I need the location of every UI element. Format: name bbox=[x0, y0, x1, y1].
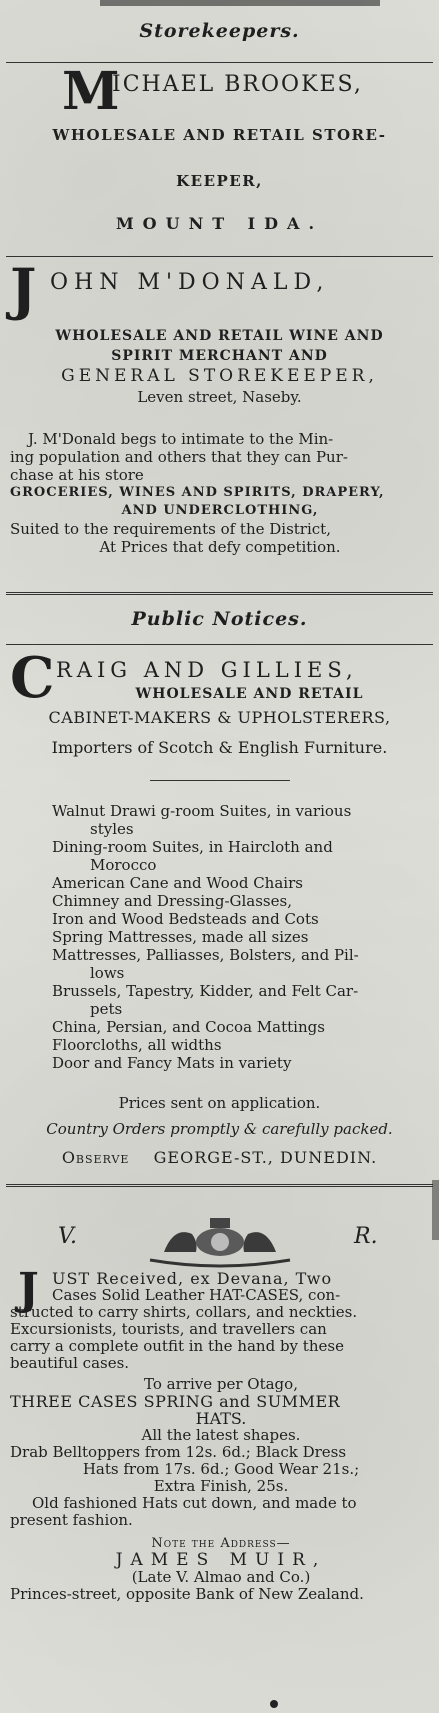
list-item: lows bbox=[90, 964, 125, 982]
list-item: China, Persian, and Cocoa Mattings bbox=[52, 1018, 325, 1036]
list-item: American Cane and Wood Chairs bbox=[52, 874, 303, 892]
notices-heading bbox=[0, 608, 439, 630]
para-line: present fashion. bbox=[10, 1511, 133, 1529]
list-item: Morocco bbox=[90, 856, 157, 874]
craig-items bbox=[52, 802, 412, 1072]
list-item: Door and Fancy Mats in variety bbox=[52, 1054, 292, 1072]
para-line: Extra Finish, 25s. bbox=[153, 1477, 289, 1495]
para-line: Old fashioned Hats cut down, and made to bbox=[32, 1494, 357, 1512]
list-item: Chimney and Dressing-Glasses, bbox=[52, 892, 292, 910]
para-line: UST Received, ex Devana, Two bbox=[52, 1269, 333, 1288]
para-line: To arrive per Otago, bbox=[144, 1375, 298, 1393]
observe-label: Observe bbox=[61, 1148, 130, 1167]
mcdonald-line3: GENERAL STOREKEEPER, bbox=[61, 366, 378, 386]
muir-v: V. bbox=[58, 1224, 78, 1249]
craig-name: RAIG AND GILLIES, bbox=[56, 658, 358, 682]
para-line: Note the Address— bbox=[151, 1536, 291, 1551]
para-line: Drab Belltoppers from 12s. 6d.; Black Dress bbox=[10, 1443, 347, 1461]
list-item: Mattresses, Palliasses, Bolsters, and Pil- bbox=[52, 946, 359, 964]
divider bbox=[6, 256, 433, 257]
mcdonald-line2: SPIRIT MERCHANT AND bbox=[111, 348, 328, 364]
storekeepers-title: Storekeepers. bbox=[139, 20, 300, 42]
divider bbox=[6, 592, 433, 595]
notices-title: Public Notices. bbox=[131, 608, 308, 630]
mcdonald-line4: Leven street, Naseby. bbox=[137, 388, 302, 406]
para-line: structed to carry shirts, collars, and neckties. bbox=[10, 1303, 358, 1321]
list-item: Dining-room Suites, in Haircloth and bbox=[52, 838, 333, 856]
page-edge-mark bbox=[432, 1180, 439, 1240]
list-item: styles bbox=[90, 820, 134, 838]
para-line: GROCERIES, WINES AND SPIRITS, DRAPERY, bbox=[10, 485, 385, 500]
para-line: (Late V. Almao and Co.) bbox=[131, 1568, 311, 1586]
para-line: Princes-street, opposite Bank of New Zealand. bbox=[10, 1585, 364, 1603]
para-line: carry a complete outfit in the hand by these bbox=[10, 1337, 344, 1355]
para-line: AND UNDERCLOTHING, bbox=[121, 503, 319, 518]
list-item: Brussels, Tapestry, Kidder, and Felt Car- bbox=[52, 982, 359, 1000]
royal-coat-of-arms-icon bbox=[140, 1212, 300, 1268]
craig-line3: Importers of Scotch & English Furniture. bbox=[51, 738, 388, 757]
para-line: J. M'Donald begs to intimate to the Min- bbox=[28, 430, 334, 448]
para-line: HATS. bbox=[195, 1409, 247, 1428]
storekeepers-heading bbox=[0, 20, 439, 42]
divider bbox=[150, 780, 290, 781]
para-line: Hats from 17s. 6d.; Good Wear 21s.; bbox=[82, 1460, 360, 1478]
drop-cap-j2: J bbox=[18, 1264, 39, 1315]
muir-r: R. bbox=[354, 1224, 378, 1249]
mcdonald-name: OHN M'DONALD, bbox=[50, 270, 330, 295]
craig-line1: WHOLESALE AND RETAIL bbox=[135, 686, 364, 702]
divider bbox=[6, 644, 433, 645]
muir-body bbox=[10, 1264, 432, 1603]
craig-country: Country Orders promptly & carefully packed. bbox=[46, 1120, 393, 1138]
brookes-line1: WHOLESALE AND RETAIL STORE- bbox=[52, 126, 387, 144]
para-line: beautiful cases. bbox=[10, 1354, 130, 1372]
craig-observe bbox=[0, 1148, 439, 1167]
craig-prices: Prices sent on application. bbox=[118, 1094, 321, 1112]
divider bbox=[6, 1184, 433, 1187]
para-line: ing population and others that they can Pur- bbox=[10, 448, 348, 466]
list-item: pets bbox=[90, 1000, 123, 1018]
para-line: Excursionists, tourists, and travellers can bbox=[10, 1320, 327, 1338]
para-line: JAMES MUIR, bbox=[115, 1550, 327, 1570]
mcdonald-line1: WHOLESALE AND RETAIL WINE AND bbox=[55, 328, 384, 344]
list-item: Walnut Drawi g-room Suites, in various bbox=[52, 802, 352, 820]
drop-cap-j: J bbox=[10, 257, 37, 323]
para-line: All the latest shapes. bbox=[141, 1426, 301, 1444]
list-item: Iron and Wood Bedsteads and Cots bbox=[52, 910, 319, 928]
brookes-line2: KEEPER, bbox=[176, 172, 263, 190]
para-line: At Prices that defy competition. bbox=[99, 538, 341, 556]
observe-address: GEORGE-ST., DUNEDIN. bbox=[153, 1148, 378, 1167]
top-fragment bbox=[100, 0, 380, 6]
mcdonald-para bbox=[10, 430, 430, 556]
brookes-name: ICHAEL BROOKES, bbox=[112, 72, 363, 97]
para-line: chase at his store bbox=[10, 466, 144, 484]
list-item: Floorcloths, all widths bbox=[52, 1036, 222, 1054]
drop-cap-m: M bbox=[62, 61, 120, 122]
page-edge-mark bbox=[270, 1700, 278, 1708]
drop-cap-c: C bbox=[10, 645, 55, 711]
craig-line2: CABINET-MAKERS & UPHOLSTERERS, bbox=[48, 708, 391, 727]
para-line: Cases Solid Leather HAT-CASES, con- bbox=[52, 1286, 341, 1304]
brookes-line3: MOUNT IDA. bbox=[115, 214, 324, 233]
para-line: THREE CASES SPRING and SUMMER bbox=[10, 1392, 341, 1411]
para-line: Suited to the requirements of the District, bbox=[10, 520, 331, 538]
list-item: Spring Mattresses, made all sizes bbox=[52, 928, 309, 946]
